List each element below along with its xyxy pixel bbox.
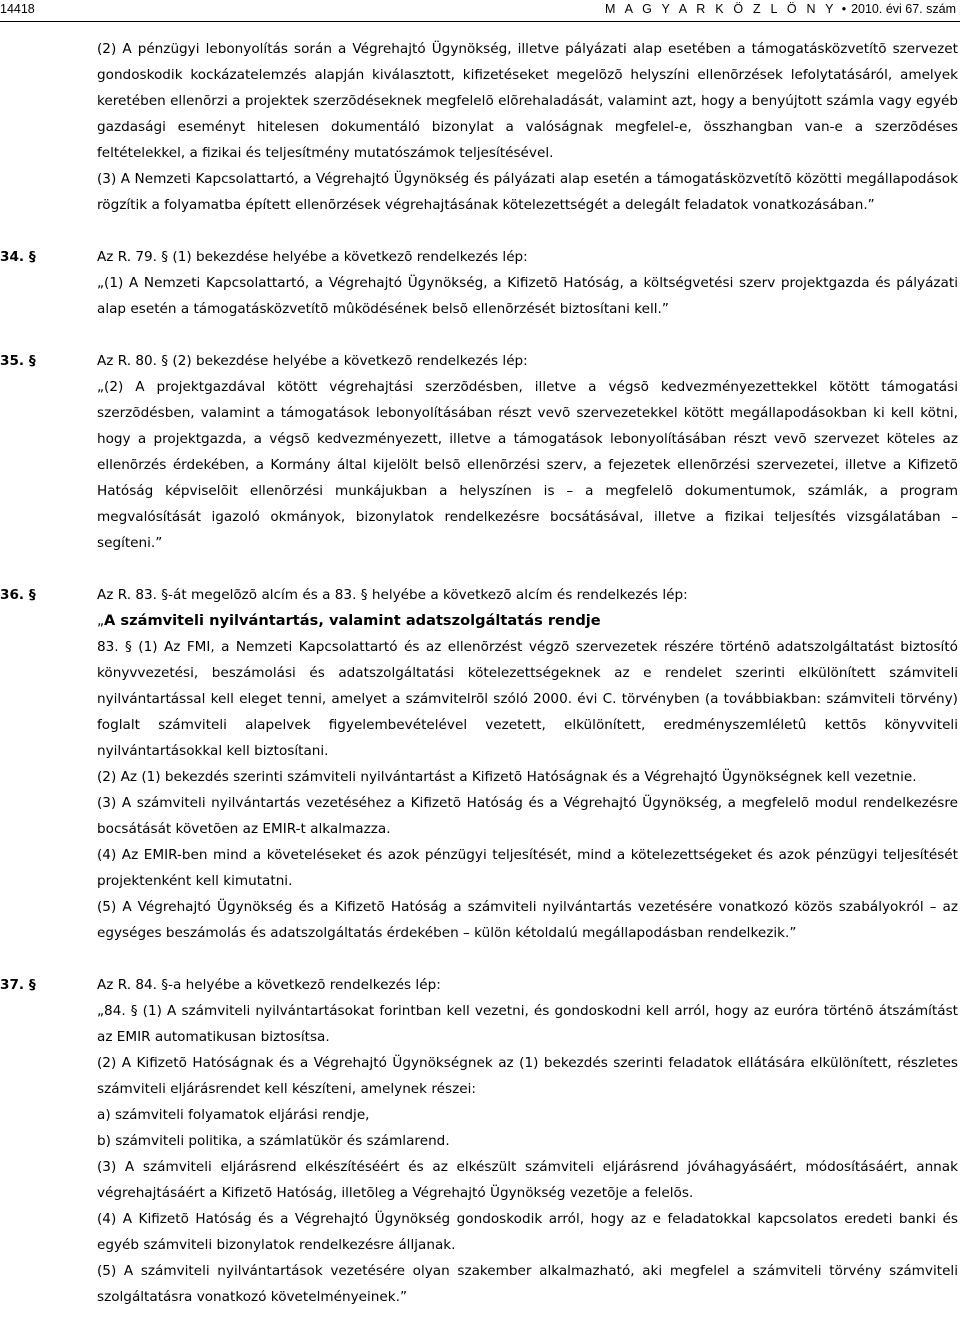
intro-block	[97, 36, 958, 218]
paragraph: „(1) A Nemzeti Kapcsolattartó, a Végrehajtó Ügynökség, a Kifizetõ Hatóság, a költségvetési szerv projektgazda és pályázati alap esetén a támogatásközvetítõ mûködésének belsõ ellenõrzését biztosítani kell.”	[97, 275, 958, 317]
section-number: 37. §	[0, 977, 36, 993]
page-number: 14418	[0, 2, 35, 16]
section-number: 35. §	[0, 353, 36, 369]
bullet-separator: •	[841, 2, 847, 16]
section-lead: Az R. 83. §-át megelõzõ alcím és a 83. § helyébe a következõ alcím és rendelkezés lép:	[97, 587, 688, 603]
section-lead: Az R. 80. § (2) bekezdése helyébe a következõ rendelkezés lép:	[97, 353, 528, 369]
journal-name: M A G Y A R K Ö Z L Ö N Y	[605, 2, 837, 16]
paragraph: (2) A Kifizetõ Hatóságnak és a Végrehajtó Ügynökségnek az (1) bekezdés szerinti feladatok ellátására elkülönített, részletes számviteli eljárásrendet kell készíteni, amelynek részei:	[97, 1055, 958, 1097]
header-rule	[0, 21, 960, 22]
paragraph: (4) A Kifizetõ Hatóság és a Végrehajtó Ügynökség gondoskodik arról, hogy az e feladatokkal kapcsolatos eredeti banki és egyéb számviteli bizonylatok rendelkezésre álljanak.	[97, 1211, 958, 1253]
section-36	[0, 582, 960, 946]
section-number: 36. §	[0, 587, 36, 603]
paragraph: (4) Az EMIR-ben mind a követeléseket és azok pénzügyi teljesítését, mind a kötelezettségeket és azok pénzügyi teljesítését projektenként kell kimutatni.	[97, 847, 958, 889]
section-lead: Az R. 79. § (1) bekezdése helyébe a következõ rendelkezés lép:	[97, 249, 528, 265]
section-lead: Az R. 84. §-a helyébe a következõ rendelkezés lép:	[97, 977, 441, 993]
paragraph: 83. § (1) Az FMI, a Nemzeti Kapcsolattartó és az ellenõrzést végzõ szervezetek részére történõ adatszolgáltatást biztosító könyvvezetési, beszámolási és adatszolgáltatási kötelezettségeknek az e rendelet szerinti elkülönített számviteli nyilvántartással kell eleget tenni, amelyet a számvitelrõl szóló 2000. évi C. törvényben (a továbbiakban: számviteli törvény) foglalt számviteli alapelvek figyelembevételével vezetett, elkülönített, eredményszemléletû kettõs könyvviteli nyilvántartásokkal kell biztosítani.	[97, 639, 958, 759]
issue-label: 2010. évi 67. szám	[851, 2, 956, 16]
paragraph: (3) A Nemzeti Kapcsolattartó, a Végrehajtó Ügynökség és pályázati alap esetén a támogatásközvetítõ közötti megállapodások rögzítik a folyamatba épített ellenõrzések végrehajtásának kötelezettségét a delegált feladatok vonatkozásában.”	[97, 171, 958, 213]
list-item: b) számviteli politika, a számlatükör és számlarend.	[97, 1133, 450, 1149]
paragraph: (3) A számviteli nyilvántartás vezetéséhez a Kifizetõ Hatóság és a Végrehajtó Ügynökség, a megfelelõ modul rendelkezésre bocsátását követõen az EMIR-t alkalmazza.	[97, 795, 958, 837]
subheading	[97, 608, 958, 634]
section-35	[0, 348, 960, 556]
opening-quote: „	[97, 613, 105, 629]
list-item: a) számviteli folyamatok eljárási rendje,	[97, 1107, 370, 1123]
paragraph: „(2) A projektgazdával kötött végrehajtási szerzõdésben, illetve a végsõ kedvezményezettekkel kötött támogatási szerzõdésben, valamint a támogatások lebonyolításában részt vevõ szervezetekkel kötött megállapodásokban ki kell kötni, hogy a projektgazda, a végsõ kedvezményezett, illetve a támogatások lebonyolításában részt vevõ szervezet köteles az ellenõrzés érdekében, a Kormány által kijelölt belsõ ellenõrzési szerv, a fejezetek ellenõrzési szervezetei, illetve a Kifizetõ Hatóság képviselõit ellenõrzési munkájukban a helyszínen is – a megfelelõ dokumentumok, számlák, a program megvalósítását igazoló okmányok, bizonylatok rendelkezésre bocsátásával, illetve a fizikai teljesítés vizsgálatában – segíteni.”	[97, 379, 958, 551]
paragraph: (3) A számviteli eljárásrend elkészítéséért és az elkészült számviteli eljárásrend jóváhagyásáért, módosításáért, annak végrehajtásáért a Kifizetõ Hatóság, illetõleg a Végrehajtó Ügynökség vezetõje a felelõs.	[97, 1159, 958, 1201]
paragraph: (5) A Végrehajtó Ügynökség és a Kifizetõ Hatóság a számviteli nyilvántartás vezetésére vonatkozó közös szabályokról – az egységes beszámolás és adatszolgáltatás érdekében – külön kétoldalú megállapodásban rendelkezik.”	[97, 899, 958, 941]
page-header	[0, 0, 960, 19]
journal-masthead	[605, 0, 956, 19]
section-34	[0, 244, 960, 322]
subheading-text: A számviteli nyilvántartás, valamint adatszolgáltatás rendje	[104, 612, 601, 629]
section-number: 34. §	[0, 249, 36, 265]
document-body	[0, 36, 960, 1310]
section-37	[0, 972, 960, 1310]
paragraph: (2) A pénzügyi lebonyolítás során a Végrehajtó Ügynökség, illetve pályázati alap esetében a támogatásközvetítõ szervezet gondoskodik kockázatelemzés alapján kiválasztott, kifizetéseket megelõzõ helyszíni ellenõrzések lefolytatásáról, amelyek keretében ellenõrzi a projektek szerzõdéseknek megfelelõ elõrehaladását, valamint azt, hogy a benyújtott számla vagy egyéb gazdasági eseményt hitelesen dokumentáló bizonylat a valóságnak megfelel-e, összhangban van-e a szerzõdéses feltételekkel, a fizikai és teljesítmény mutatószámok teljesítésével.	[97, 41, 958, 161]
paragraph: „84. § (1) A számviteli nyilvántartásokat forintban kell vezetni, és gondoskodni kell arról, hogy az euróra történõ átszámítást az EMIR automatikusan biztosítsa.	[97, 1003, 958, 1045]
paragraph: (5) A számviteli nyilvántartások vezetésére olyan szakember alkalmazható, aki megfelel a számviteli törvény számviteli szolgáltatásra vonatkozó követelményeinek.”	[97, 1263, 958, 1305]
paragraph: (2) Az (1) bekezdés szerinti számviteli nyilvántartást a Kifizetõ Hatóságnak és a Végrehajtó Ügynökségnek kell vezetnie.	[97, 769, 917, 785]
